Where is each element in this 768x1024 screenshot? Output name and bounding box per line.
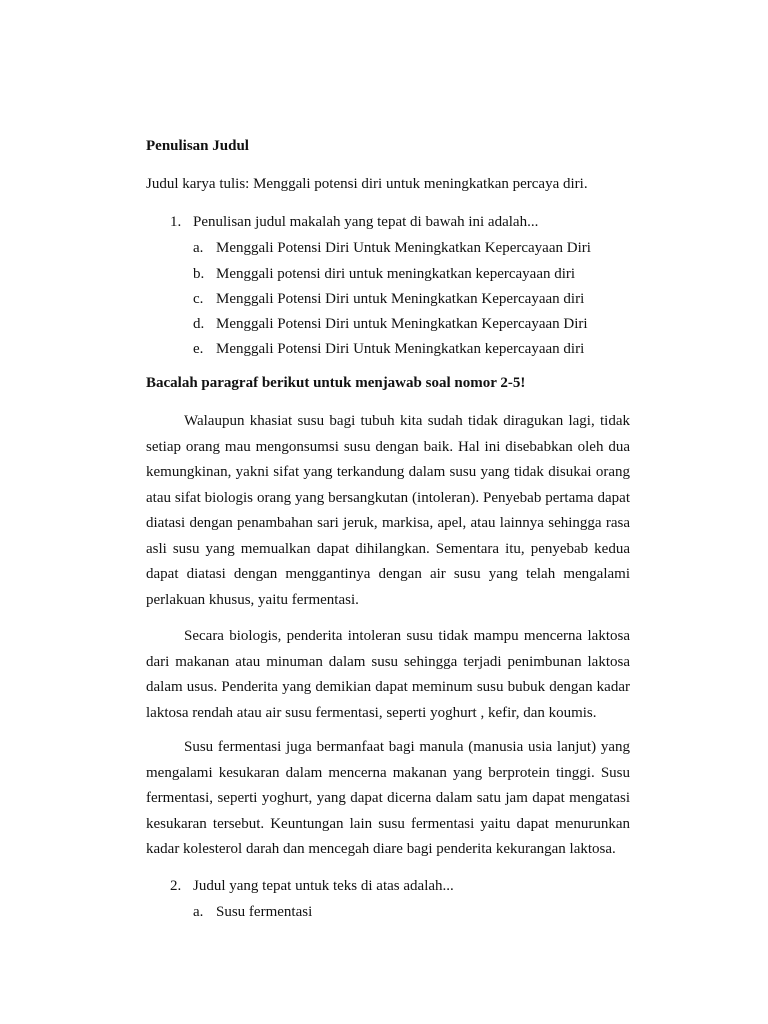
option-letter: d. <box>193 316 205 332</box>
option-text: Menggali Potensi Diri untuk Meningkatkan Kepercayaan diri <box>216 291 585 307</box>
option-letter: a. <box>193 240 204 256</box>
question-number: 2. <box>170 878 182 894</box>
section-title: Penulisan Judul <box>146 138 249 154</box>
question-text: Penulisan judul makalah yang tepat di bawah ini adalah... <box>193 214 539 230</box>
option-letter: a. <box>193 904 204 920</box>
paragraph-1: Walaupun khasiat susu bagi tubuh kita sudah tidak diragukan lagi, tidak setiap orang mau mengonsumsi susu dengan baik. Hal ini disebabkan oleh dua kemungkinan, yakni sifat yang terkandung dalam susu yang tidak disukai orang atau sifat biologis orang yang bersangkutan (intoleran). Penyebab pertama dapat diatasi dengan penambahan sari jeruk, markisa, apel, atau lainnya sehingga rasa asli susu yang memualkan dapat dihilangkan. Sementara itu, penyebab kedua dapat diatasi dengan menggantinya dengan air susu yang telah mengalami perlakuan khusus, yaitu fermentasi. <box>146 413 630 608</box>
option-letter: e. <box>193 341 204 357</box>
paragraph-2: Secara biologis, penderita intoleran susu tidak mampu mencerna laktosa dari makanan atau minuman dalam susu sehingga terjadi penimbunan laktosa dalam usus. Penderita yang demikian dapat meminum susu bubuk dengan kadar laktosa rendah atau air susu fermentasi, seperti yoghurt , kefir, dan koumis. <box>146 628 630 721</box>
question-text: Judul yang tepat untuk teks di atas adalah... <box>193 878 454 894</box>
option-text: Menggali Potensi Diri untuk Meningkatkan Kepercayaan Diri <box>216 316 588 332</box>
option-text: Menggali Potensi Diri Untuk Meningkatkan kepercayaan diri <box>216 341 585 357</box>
question-number: 1. <box>170 214 182 230</box>
option-text: Menggali potensi diri untuk meningkatkan kepercayaan diri <box>216 266 576 282</box>
option-text: Menggali Potensi Diri Untuk Meningkatkan Kepercayaan Diri <box>216 240 591 256</box>
reading-instruction: Bacalah paragraf berikut untuk menjawab soal nomor 2-5! <box>146 375 526 391</box>
intro-text: Judul karya tulis: Menggali potensi diri untuk meningkatkan percaya diri. <box>146 176 588 192</box>
option-letter: b. <box>193 266 205 282</box>
paragraph-3: Susu fermentasi juga bermanfaat bagi manula (manusia usia lanjut) yang mengalami kesukaran dalam mencerna makanan yang berprotein tinggi. Susu fermentasi, seperti yoghurt, yang dapat dicerna dalam satu jam dapat mengatasi kesukaran tersebut. Keuntungan lain susu fermentasi yaitu dapat menurunkan kadar kolesterol darah dan mencegah diare bagi penderita kekurangan laktosa. <box>146 739 630 857</box>
option-letter: c. <box>193 291 204 307</box>
option-text: Susu fermentasi <box>216 904 313 920</box>
